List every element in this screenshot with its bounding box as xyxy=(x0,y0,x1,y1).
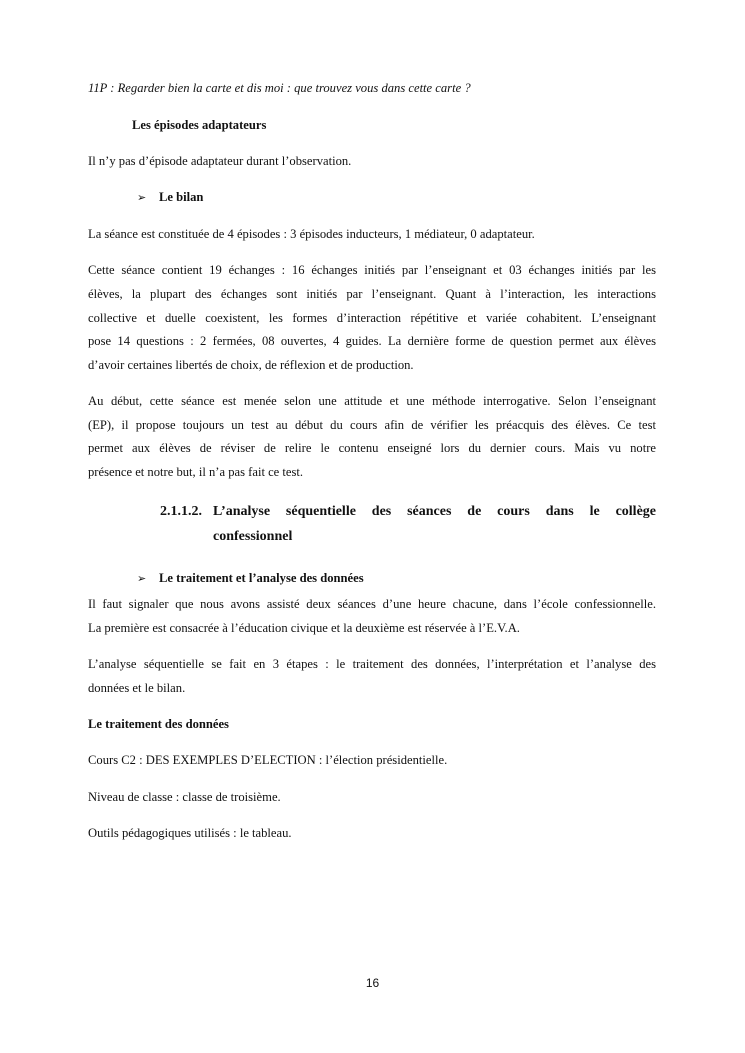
bilan-p2-line-2: élèves, la plupart des échanges sont initiés par l’enseignant. Quant à l’interaction, les interactions xyxy=(88,287,656,301)
cours-line: Cours C2 : DES EXEMPLES D’ELECTION : l’élection présidentielle. xyxy=(88,753,448,767)
section-title-line-1: L’analyse séquentielle des séances de cours dans le collège xyxy=(213,504,656,519)
section-number: 2.1.1.2. xyxy=(160,504,202,519)
question-line: 11P : Regarder bien la carte et dis moi : que trouvez vous dans cette carte ? xyxy=(88,81,471,95)
bilan-p3-line-1: Au début, cette séance est menée selon une attitude et une méthode interrogative. Selon l’enseignant xyxy=(88,394,656,408)
traitement-p2-line-2: données et le bilan. xyxy=(88,681,186,695)
bilan-p2-line-5: d’avoir certaines libertés de choix, de réflexion et de production. xyxy=(88,358,414,372)
bilan-p2-line-4: pose 14 questions : 2 fermées, 08 ouvertes, 4 guides. La dernière forme de question permet aux élèves xyxy=(88,334,656,348)
donnees-heading: Le traitement des données xyxy=(88,717,229,731)
page-number: 16 xyxy=(365,976,380,990)
traitement-p1-line-2: La première est consacrée à l’éducation civique et la deuxième est réservée à l’E.V.A. xyxy=(88,621,520,635)
arrowhead-bullet-icon: ➢ xyxy=(137,191,147,204)
episodes-text: Il n’y pas d’épisode adaptateur durant l’observation. xyxy=(88,154,352,168)
bilan-p3-line-4: présence et notre but, il n’a pas fait ce test. xyxy=(88,465,304,479)
traitement-heading-row xyxy=(137,571,364,586)
bilan-p2-line-1: Cette séance contient 19 échanges : 16 échanges initiés par l’enseignant et 03 échanges initiés par les xyxy=(88,263,656,277)
episodes-heading: Les épisodes adaptateurs xyxy=(132,118,267,132)
traitement-heading: Le traitement et l’analyse des données xyxy=(159,571,364,585)
niveau-line: Niveau de classe : classe de troisième. xyxy=(88,790,281,804)
arrowhead-bullet-icon: ➢ xyxy=(137,572,147,585)
bilan-paragraph-1: La séance est constituée de 4 épisodes : 3 épisodes inducteurs, 1 médiateur, 0 adaptateur. xyxy=(88,227,535,241)
outils-line: Outils pédagogiques utilisés : le tableau. xyxy=(88,826,292,840)
traitement-p2-line-1: L’analyse séquentielle se fait en 3 étapes : le traitement des données, l’interprétation et l’analyse des xyxy=(88,657,656,671)
bilan-p3-line-3: permet aux élèves de réviser de relire le contenu enseigné lors du dernier cours. Mais vu notre xyxy=(88,441,656,455)
bilan-heading-row xyxy=(137,190,203,205)
bilan-p2-line-3: collective et duelle coexistent, les formes d’interaction répétitive et variée cohabitent. L’enseignant xyxy=(88,311,656,325)
traitement-p1-line-1: Il faut signaler que nous avons assisté deux séances d’une heure chacune, dans l’école confessionnelle. xyxy=(88,597,656,611)
section-title-line-2: confessionnel xyxy=(213,529,293,544)
bilan-p3-line-2: (EP), il propose toujours un test au début du cours afin de vérifier les préacquis des élèves. Ce test xyxy=(88,418,656,432)
bilan-heading: Le bilan xyxy=(159,190,204,204)
